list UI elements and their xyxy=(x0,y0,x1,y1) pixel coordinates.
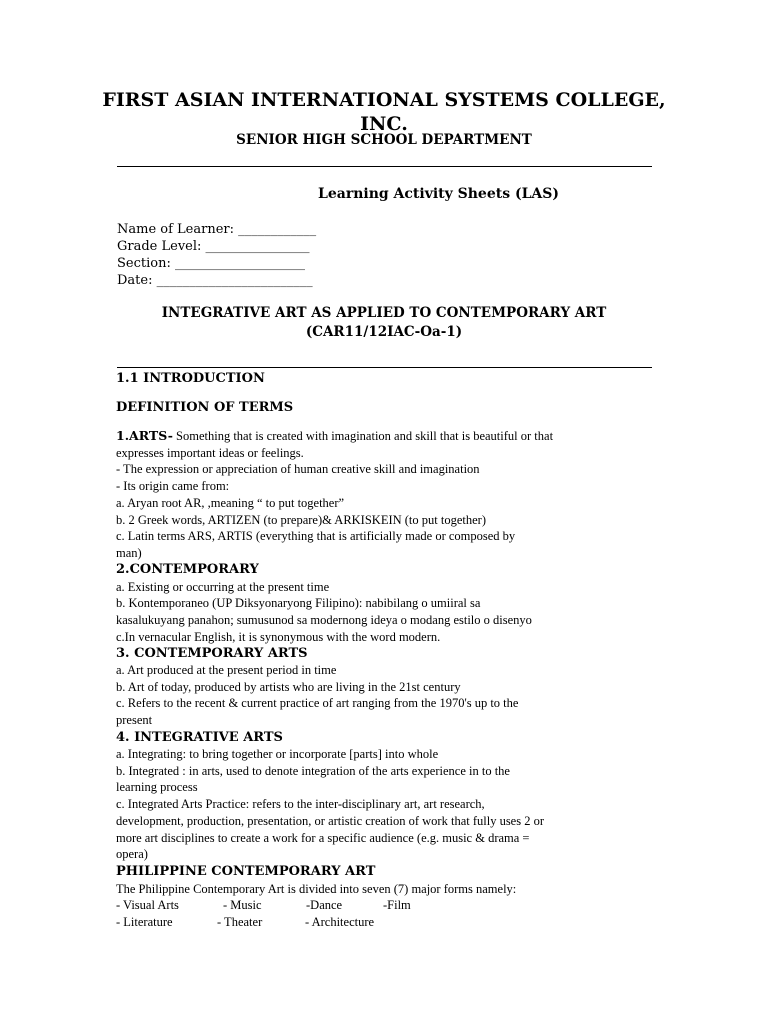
contemporary-arts-line: b. Art of today, produced by artists who are living in the 21st century xyxy=(116,679,461,694)
arts-definition-text: Something that is created with imagination and skill that is beautiful or that xyxy=(172,429,554,443)
art-form-item: - Theater xyxy=(217,914,263,929)
art-form-item: - Architecture xyxy=(305,914,375,929)
contemporary-arts-line: a. Art produced at the present period in time xyxy=(116,663,337,677)
sheet-title: Learning Activity Sheets (LAS) xyxy=(318,186,560,202)
contemporary-arts-line: present xyxy=(116,713,153,728)
contemporary-line: kasalukuyang panahon; sumusunod sa modernong ideya o modang estilo o disenyo xyxy=(116,612,532,627)
topic-code: (CAR11/12IAC-Oa-1) xyxy=(305,324,463,340)
name-of-learner-field: Name of Learner: ____________ xyxy=(117,222,317,237)
arts-line: - The expression or appreciation of human creative skill and imagination xyxy=(116,462,480,477)
philippine-contemporary-art-intro: The Philippine Contemporary Art is divided into seven (7) major forms namely: xyxy=(116,881,517,896)
arts-line: - Its origin came from: xyxy=(116,479,230,494)
institution-name-line1: FIRST ASIAN INTERNATIONAL SYSTEMS COLLEGE, xyxy=(102,89,666,111)
contemporary-arts-line: c. Refers to the recent & current practice of art ranging from the 1970's up to the xyxy=(116,696,519,711)
integrative-arts-line: learning process xyxy=(116,780,198,795)
department-name: SENIOR HIGH SCHOOL DEPARTMENT xyxy=(236,132,532,148)
contemporary-arts-heading: 3. CONTEMPORARY ARTS xyxy=(116,646,308,661)
integrative-arts-heading: 4. INTEGRATIVE ARTS xyxy=(116,730,283,745)
philippine-contemporary-art-heading: PHILIPPINE CONTEMPORARY ART xyxy=(116,864,376,879)
arts-definition-line xyxy=(116,428,553,445)
integrative-arts-line: c. Integrated Arts Practice: refers to the inter-disciplinary art, art research, xyxy=(116,797,485,812)
integrative-arts-line: a. Integrating: to bring together or incorporate [parts] into whole xyxy=(116,747,439,761)
arts-line: c. Latin terms ARS, ARTIS (everything that is artificially made or composed by xyxy=(116,529,516,544)
arts-label: 1.ARTS- xyxy=(116,428,173,443)
arts-line: man) xyxy=(116,545,142,560)
art-form-item: -Film xyxy=(383,898,411,913)
definitions-heading: DEFINITION OF TERMS xyxy=(116,400,294,415)
arts-line: a. Aryan root AR, ,meaning “ to put together” xyxy=(116,495,345,510)
institution-name-line2: INC. xyxy=(360,113,408,135)
arts-line: b. 2 Greek words, ARTIZEN (to prepare)& ARKISKEIN (to put together) xyxy=(116,512,486,527)
integrative-arts-line: opera) xyxy=(116,847,148,862)
date-field: Date: ________________________ xyxy=(117,273,313,288)
institution-name xyxy=(0,88,768,136)
grade-level-field: Grade Level: ________________ xyxy=(117,239,310,254)
art-form-item: -Dance xyxy=(306,898,343,913)
contemporary-line: a. Existing or occurring at the present time xyxy=(116,579,330,594)
integrative-arts-line: development, production, presentation, or artistic creation of work that fully uses 2 or xyxy=(116,813,545,828)
art-form-item: - Literature xyxy=(116,914,173,929)
art-form-item: - Visual Arts xyxy=(116,898,179,913)
topic-title: INTEGRATIVE ART AS APPLIED TO CONTEMPORARY ART xyxy=(161,305,607,321)
section-field: Section: ____________________ xyxy=(117,256,305,271)
contemporary-heading: 2.CONTEMPORARY xyxy=(116,562,259,577)
arts-line: expresses important ideas or feelings. xyxy=(116,445,304,460)
contemporary-line: c.In vernacular English, it is synonymous with the word modern. xyxy=(116,629,441,644)
topic-divider xyxy=(117,367,652,368)
introduction-heading: 1.1 INTRODUCTION xyxy=(116,371,265,386)
art-form-item: - Music xyxy=(223,898,262,913)
integrative-arts-line: more art disciplines to create a work for a specific audience (e.g. music & drama = xyxy=(116,830,530,845)
contemporary-line: b. Kontemporaneo (UP Diksyonaryong Filipino): nabibilang o umiiral sa xyxy=(116,596,481,611)
header-divider xyxy=(117,166,652,167)
integrative-arts-line: b. Integrated : in arts, used to denote integration of the arts experience in to the xyxy=(116,763,510,778)
